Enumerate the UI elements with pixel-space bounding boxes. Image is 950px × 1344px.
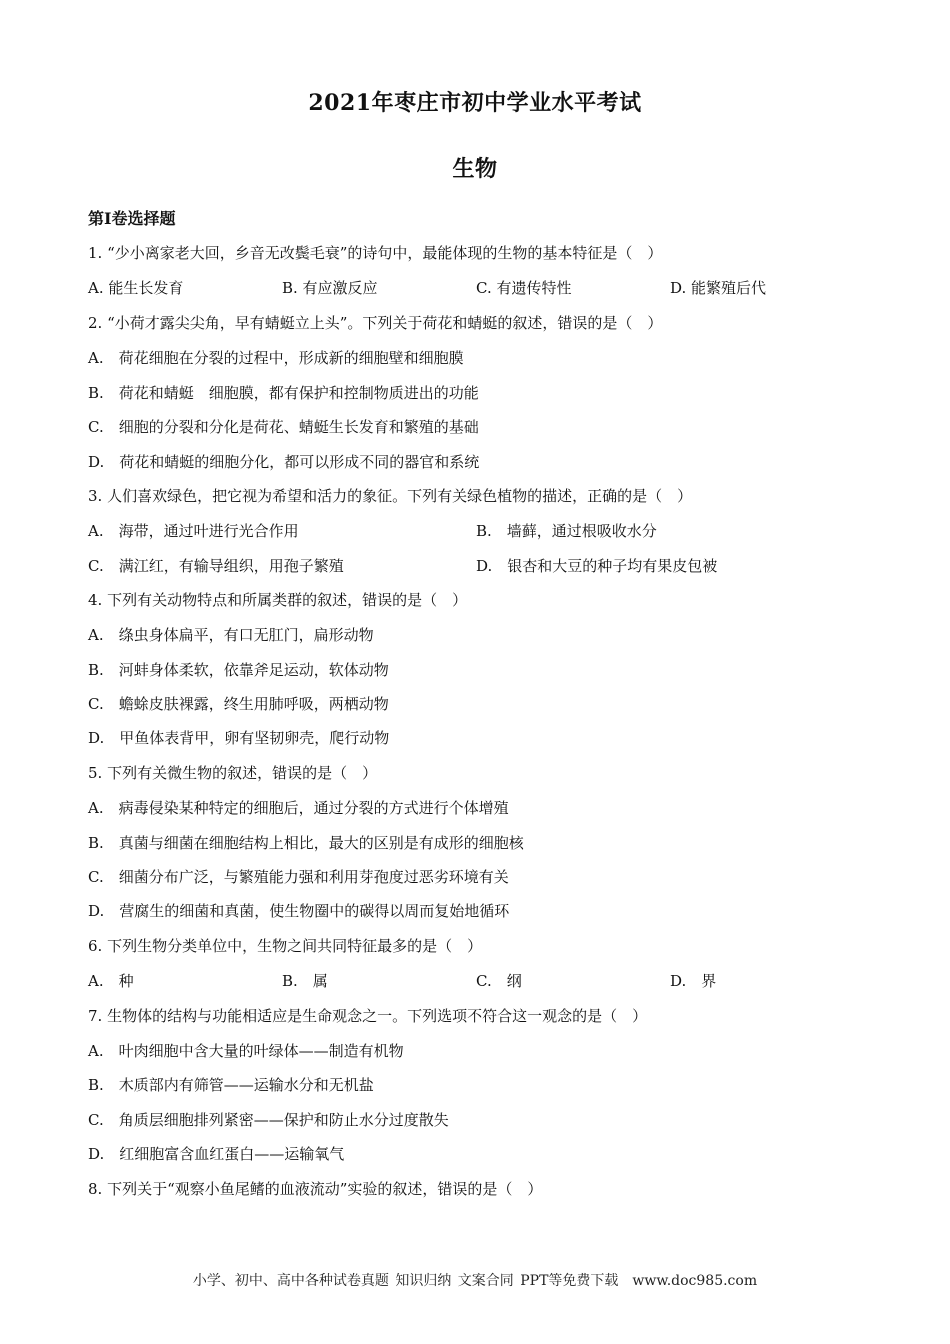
question-4-stem: 4. 下列有关动物特点和所属类群的叙述，错误的是（ ） [88, 591, 468, 609]
subject-title: 生物 [452, 156, 498, 182]
question-1-stem: 1. “少小离家老大回，乡音无改鬓毛衰”的诗句中，最能体现的生物的基本特征是（ ） [88, 244, 663, 262]
question-2-option-d: D. 荷花和蜻蜓的细胞分化，都可以形成不同的器官和系统 [88, 453, 480, 471]
question-1-option-c: C. 有遗传特性 [476, 279, 572, 297]
page-title: 2021年枣庄市初中学业水平考试 [308, 90, 642, 116]
question-6-option-c: C. 纲 [476, 972, 522, 990]
question-5-option-a: A. 病毒侵染某种特定的细胞后，通过分裂的方式进行个体增殖 [88, 799, 509, 817]
question-7-option-c: C. 角质层细胞排列紧密——保护和防止水分过度散失 [88, 1111, 449, 1129]
question-7-option-a: A. 叶肉细胞中含大量的叶绿体——制造有机物 [88, 1042, 404, 1060]
question-1-option-a: A. 能生长发育 [88, 279, 184, 297]
question-2-option-b: B. 荷花和蜻蜓 细胞膜，都有保护和控制物质进出的功能 [88, 384, 479, 402]
question-6-option-b: B. 属 [282, 972, 328, 990]
question-6-option-d: D. 界 [670, 972, 717, 990]
question-4-option-d: D. 甲鱼体表背甲，卵有坚韧卵壳，爬行动物 [88, 729, 390, 747]
question-7-stem: 7. 生物体的结构与功能相适应是生命观念之一。下列选项不符合这一观念的是（ ） [88, 1007, 648, 1025]
question-1-option-b: B. 有应激反应 [282, 279, 378, 297]
question-5-stem: 5. 下列有关微生物的叙述，错误的是（ ） [88, 764, 378, 782]
section-heading: 第Ⅰ卷选择题 [88, 209, 176, 228]
question-3-stem: 3. 人们喜欢绿色，把它视为希望和活力的象征。下列有关绿色植物的描述，正确的是（ ） [88, 487, 693, 505]
question-5-option-c: C. 细菌分布广泛，与繁殖能力强和利用芽孢度过恶劣环境有关 [88, 868, 509, 886]
question-4-option-c: C. 蟾蜍皮肤裸露，终生用肺呼吸，两栖动物 [88, 695, 389, 713]
question-2-stem: 2. “小荷才露尖尖角，早有蜻蜓立上头”。下列关于荷花和蜻蜓的叙述，错误的是（ ） [88, 314, 663, 332]
question-7-option-b: B. 木质部内有筛管——运输水分和无机盐 [88, 1076, 374, 1094]
page-footer: 小学、初中、高中各种试卷真题 知识归纳 文案合同 PPT等免费下载 www.doc985.com [192, 1273, 758, 1289]
question-3-option-c: C. 满江红，有输导组织，用孢子繁殖 [88, 557, 344, 575]
question-5-option-b: B. 真菌与细菌在细胞结构上相比，最大的区别是有成形的细胞核 [88, 834, 524, 852]
question-3-option-a: A. 海带，通过叶进行光合作用 [88, 522, 299, 540]
question-7-option-d: D. 红细胞富含血红蛋白——运输氧气 [88, 1145, 345, 1163]
question-6-option-a: A. 种 [88, 972, 134, 990]
question-3-option-b: B. 墙藓，通过根吸收水分 [476, 522, 657, 540]
question-5-option-d: D. 营腐生的细菌和真菌，使生物圈中的碳得以周而复始地循环 [88, 902, 510, 920]
question-3-option-d: D. 银杏和大豆的种子均有果皮包被 [476, 557, 718, 575]
question-4-option-a: A. 绦虫身体扁平，有口无肛门，扁形动物 [88, 626, 374, 644]
question-6-stem: 6. 下列生物分类单位中，生物之间共同特征最多的是（ ） [88, 937, 483, 955]
question-4-option-b: B. 河蚌身体柔软，依靠斧足运动，软体动物 [88, 661, 389, 679]
question-8-stem: 8. 下列关于“观察小鱼尾鳍的血液流动”实验的叙述，错误的是（ ） [88, 1180, 543, 1198]
question-1-option-d: D. 能繁殖后代 [670, 279, 767, 297]
question-2-option-c: C. 细胞的分裂和分化是荷花、蜻蜓生长发育和繁殖的基础 [88, 418, 479, 436]
question-2-option-a: A. 荷花细胞在分裂的过程中，形成新的细胞壁和细胞膜 [88, 349, 464, 367]
